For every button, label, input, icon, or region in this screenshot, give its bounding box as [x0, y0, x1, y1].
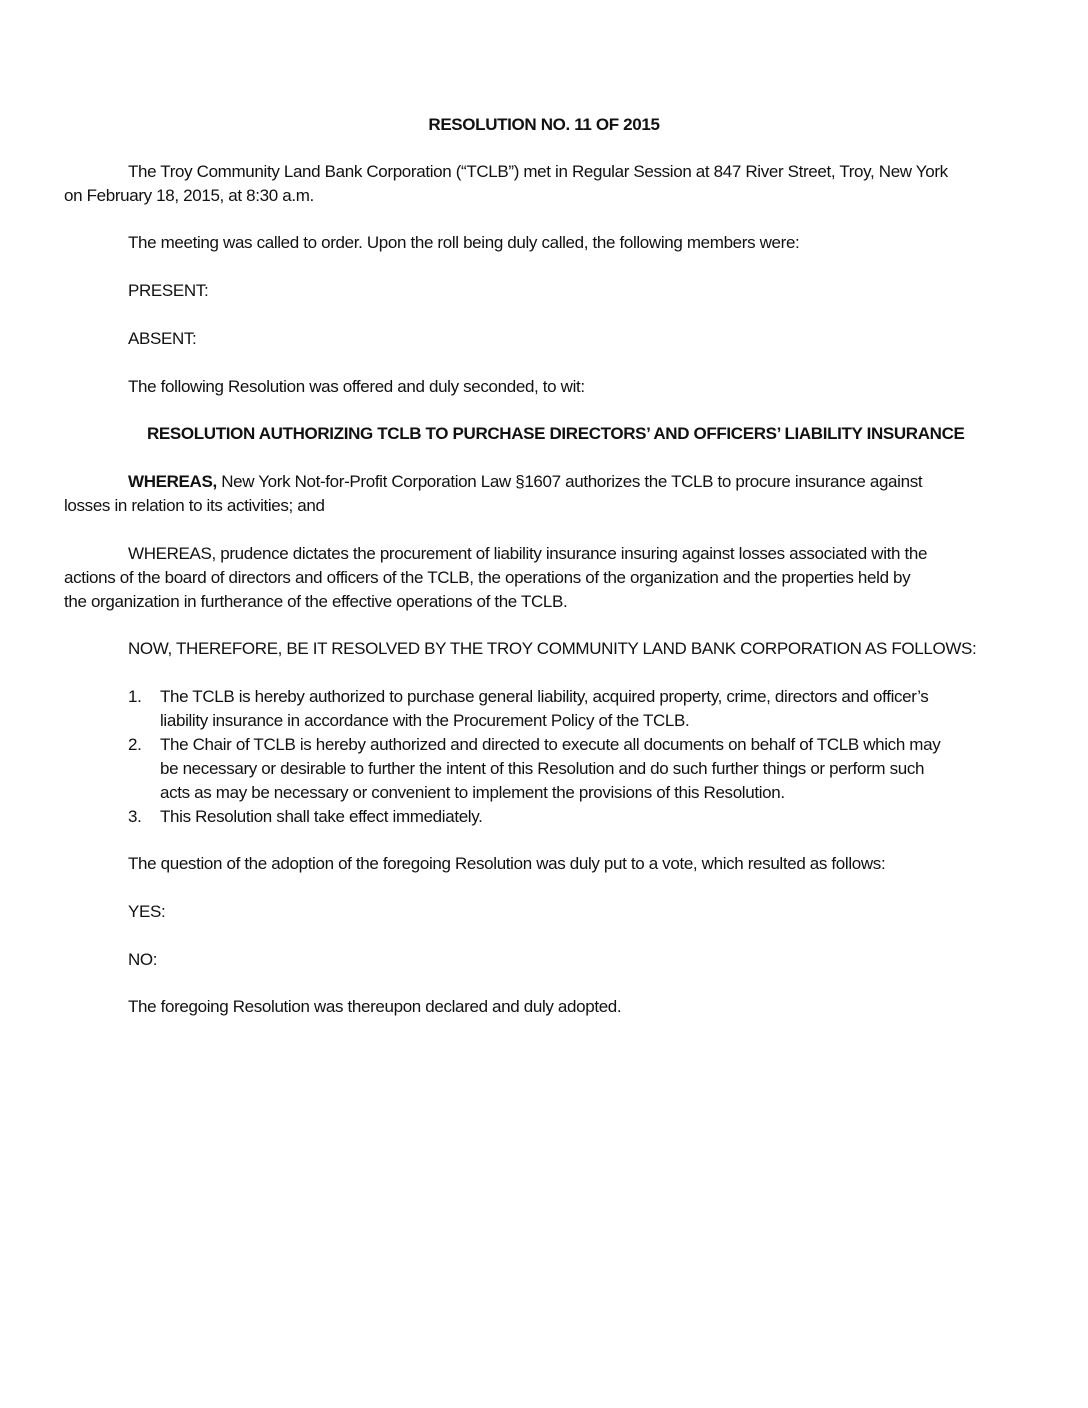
- no-label: NO:: [128, 950, 158, 969]
- item-1-line-2: liability insurance in accordance with the Procurement Policy of the TCLB.: [160, 711, 690, 730]
- present-label: PRESENT:: [128, 281, 209, 300]
- vote-question-text: The question of the adoption of the foregoing Resolution was duly put to a vote, which resulted as follows:: [128, 854, 886, 873]
- roll-call-text: The meeting was called to order. Upon the roll being duly called, the following members were:: [128, 233, 800, 252]
- whereas-1-text: New York Not-for-Profit Corporation Law §1607 authorizes the TCLB to procure insurance against: [216, 472, 923, 491]
- item-3-number: 3.: [128, 807, 142, 826]
- item-1-number: 1.: [128, 687, 142, 706]
- item-3-line-1: This Resolution shall take effect immediately.: [160, 807, 483, 826]
- resolution-heading: RESOLUTION AUTHORIZING TCLB TO PURCHASE DIRECTORS’ AND OFFICERS’ LIABILITY INSURANCE: [147, 424, 965, 443]
- intro-text-line-1: The Troy Community Land Bank Corporation (“TCLB”) met in Regular Session at 847 River Street, Troy, New York: [128, 162, 948, 181]
- yes-label: YES:: [128, 902, 166, 921]
- whereas-2-line-2: actions of the board of directors and officers of the TCLB, the operations of the organization and the properties held by: [64, 568, 911, 587]
- item-2-line-2: be necessary or desirable to further the intent of this Resolution and do such further things or perform such: [160, 759, 925, 778]
- resolution-title: RESOLUTION NO. 11 OF 2015: [428, 115, 660, 134]
- whereas-1-lead: WHEREAS,: [128, 472, 217, 491]
- item-2-line-3: acts as may be necessary or convenient to implement the provisions of this Resolution.: [160, 783, 785, 802]
- whereas-1-line-1: [128, 470, 922, 494]
- whereas-1-line-2: losses in relation to its activities; and: [64, 496, 325, 515]
- whereas-2-line-3: the organization in furtherance of the effective operations of the TCLB.: [64, 592, 568, 611]
- offered-text: The following Resolution was offered and duly seconded, to wit:: [128, 377, 585, 396]
- item-2-line-1: The Chair of TCLB is hereby authorized and directed to execute all documents on behalf of TCLB which may: [160, 735, 941, 754]
- resolved-text: NOW, THEREFORE, BE IT RESOLVED BY THE TROY COMMUNITY LAND BANK CORPORATION AS FOLLOWS:: [128, 639, 977, 658]
- intro-text-line-2: on February 18, 2015, at 8:30 a.m.: [64, 186, 314, 205]
- adopted-text: The foregoing Resolution was thereupon declared and duly adopted.: [128, 997, 622, 1016]
- whereas-2-line-1: WHEREAS, prudence dictates the procurement of liability insurance insuring against losses associated with the: [128, 544, 928, 563]
- item-1-line-1: The TCLB is hereby authorized to purchase general liability, acquired property, crime, directors and officer’s: [160, 687, 929, 706]
- absent-label: ABSENT:: [128, 329, 197, 348]
- item-2-number: 2.: [128, 735, 142, 754]
